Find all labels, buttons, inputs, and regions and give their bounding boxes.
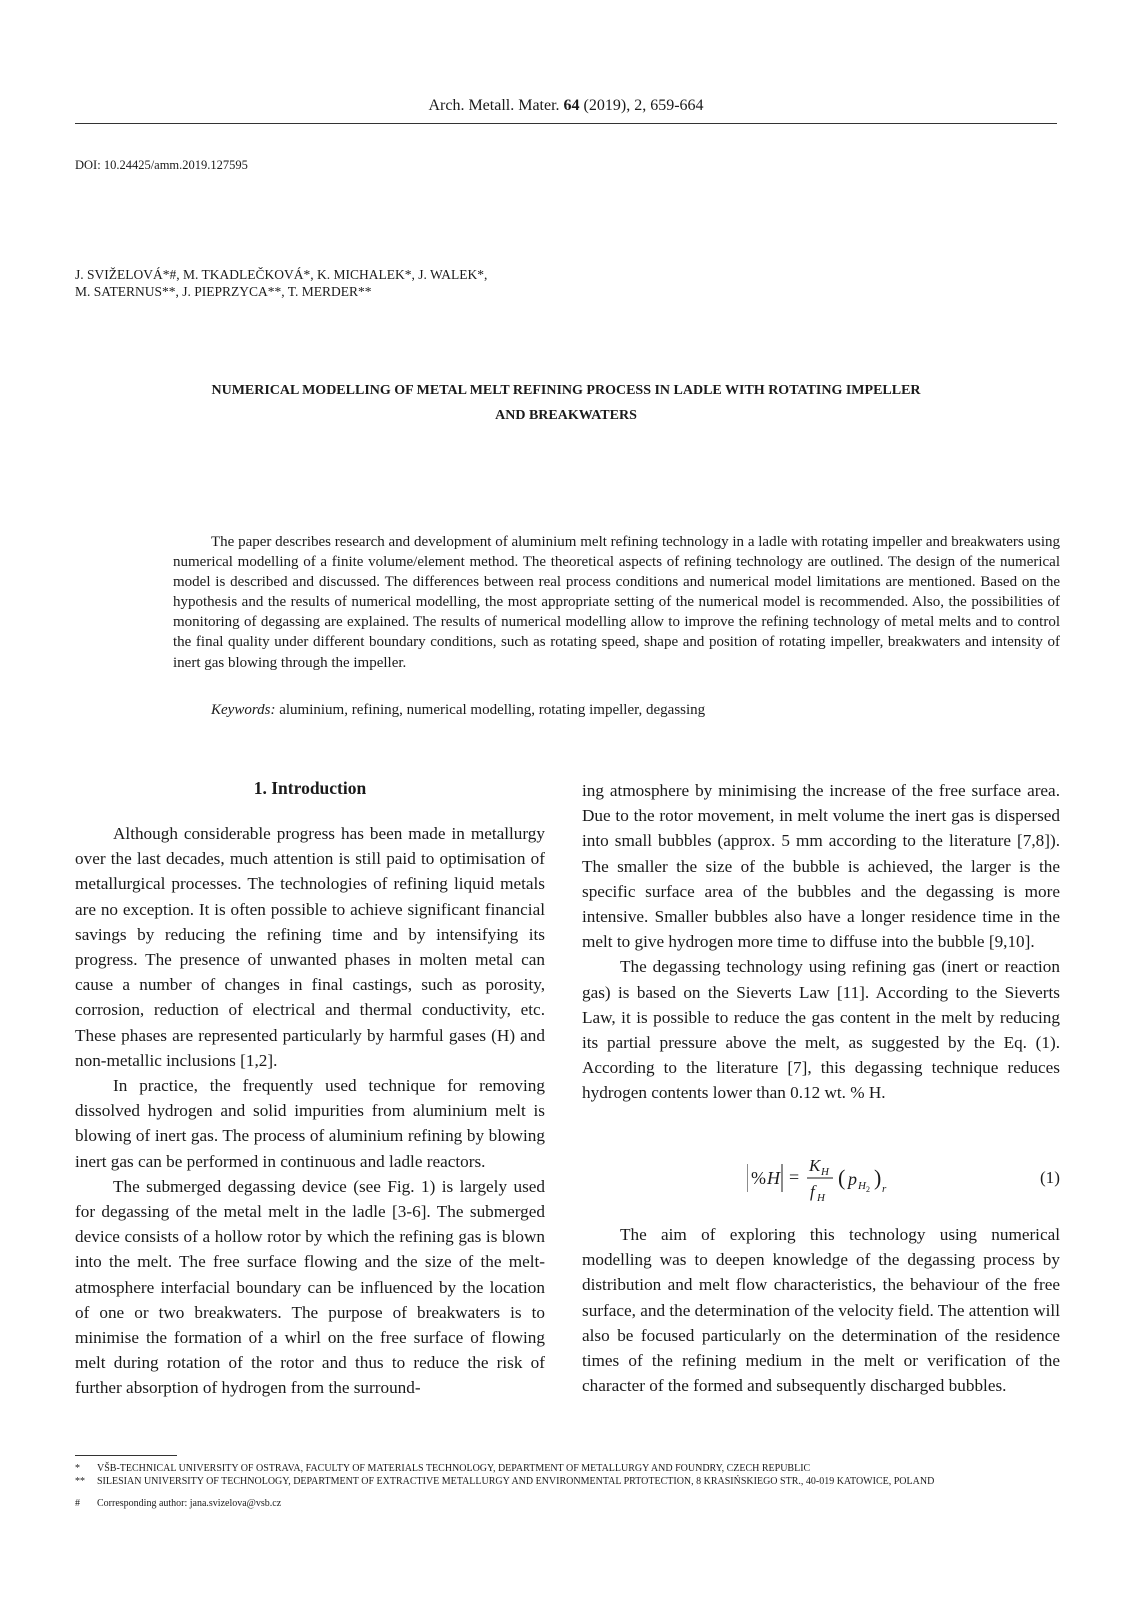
footnote-mark: *: [75, 1463, 80, 1474]
paragraph: ing atmosphere by minimising the increase of the free surface area. Due to the rotor movement, in melt volume the inert gas is dispersed into small bubbles (approx. 5 mm according to the literature [7,8]). The smaller the size of the bubble is achieved, the larger is the specific surface area of the bubbles and the degassing is more intensive. Smaller bubbles also have a longer residence time in the melt to give hydrogen more time to diffuse into the bubble [9,10].: [582, 781, 1060, 952]
journal-issue-pages: (2019), 2, 659-664: [579, 97, 704, 114]
footnote-corresponding-author[interactable]: [75, 1497, 1065, 1510]
right-column-top: [582, 778, 1060, 1106]
footnote-text: Corresponding author: jana.svizelova@vsb.cz: [97, 1498, 282, 1509]
svg-text:H: H: [821, 1166, 829, 1178]
paragraph: In practice, the frequently used technique for removing dissolved hydrogen and solid impurities from aluminium melt is blowing of inert gas. The process of aluminium refining by blowing inert gas can be performed in continuous and ladle reactors.: [75, 1076, 545, 1171]
footnote-text: SILESIAN UNIVERSITY OF TECHNOLOGY, DEPARTMENT OF EXTRACTIVE METALLURGY AND ENVIRONMENTAL PRTOTECTION, 8 KRASIŃSKIEGO STR., 40-019 KATOWICE, POLAND: [97, 1476, 935, 1487]
keywords: [173, 700, 1060, 720]
header-rule: [75, 123, 1057, 124]
footnote-affiliation-1: [75, 1462, 1065, 1475]
footnote-mark: #: [75, 1498, 80, 1509]
paragraph: The aim of exploring this technology using numerical modelling was to deepen knowledge of the degassing process by distribution and melt flow characteristics, the behaviour of the free surface, and the determination of the velocity field. The attention will also be focused particularly on the determination of the residence times of the refining medium in the melt or verification of the character of the formed and subsequently discharged bubbles.: [582, 1225, 1060, 1396]
paper-title: [120, 378, 1012, 428]
footnote-text: VŠB-TECHNICAL UNIVERSITY OF OSTRAVA, FACULTY OF MATERIALS TECHNOLOGY, DEPARTMENT OF METALLURGY AND FOUNDRY, CZECH REPUBLIC: [97, 1463, 811, 1474]
doi[interactable]: DOI: 10.24425/amm.2019.127595: [75, 158, 248, 172]
svg-text:2: 2: [866, 1185, 870, 1194]
title-line-2: AND BREAKWATERS: [495, 408, 637, 423]
journal-header: [75, 97, 1057, 115]
svg-text:H: H: [858, 1180, 866, 1192]
paragraph: The degassing technology using refining gas (inert or reaction gas) is based on the Sieverts Law [11]. According to the Sieverts Law, it is possible to reduce the gas content in the melt by reducing its partial pressure above the melt, as suggested by the Eq. (1). According to the literature [7], this degassing technique reduces hydrogen contents lower than 0.12 wt. % H.: [582, 957, 1060, 1103]
svg-text:(: (: [838, 1165, 846, 1190]
svg-text:r: r: [882, 1183, 887, 1195]
abstract: The paper describes research and development of aluminium melt refining technology in a ladle with rotating impeller and breakwaters using numerical modelling of a finite volume/element method. The theoretical aspects of refining technology are outlined. The design of the numerical model is described and discussed. The differences between real process conditions and numerical model limitations are mentioned. Based on the hypothesis and the results of numerical modelling, the most appropriate setting of the numerical model is recommended. Also, the possibilities of monitoring of degassing are explained. The results of numerical modelling allow to improve the refining technology of metal melts and to control the final quality under different boundary conditions, such as rotating speed, shape and position of rotating impeller, breakwaters and intensity of inert gas blowing through the impeller.: [173, 534, 1060, 671]
footnote-mark: **: [75, 1476, 85, 1487]
svg-text:H: H: [817, 1192, 825, 1204]
svg-text:H: H: [767, 1168, 780, 1188]
svg-text:K: K: [809, 1156, 821, 1175]
keywords-label: Keywords:: [211, 702, 276, 718]
svg-text:f: f: [810, 1182, 815, 1201]
svg-text:): ): [874, 1165, 882, 1190]
equation-number: (1): [1039, 1168, 1060, 1187]
section-heading-introduction: 1. Introduction: [253, 778, 367, 798]
svg-text:=: =: [789, 1167, 800, 1187]
title-line-1: NUMERICAL MODELLING OF METAL MELT REFINING PROCESS IN LADLE WITH ROTATING IMPELLER: [211, 383, 921, 398]
paragraph: Although considerable progress has been made in metallurgy over the last decades, much attention is still paid to optimisation of metallurgical processes. The technologies of refining liquid metals are no exception. It is often possible to achieve significant financial savings by reducing the refining time and by intensifying its progress. The presence of unwanted phases in molten metal can cause a number of changes in final castings, such as porosity, corrosion, reduction of electrical and thermal conductivity, etc. These phases are represented particularly by harmful gases (H) and non-metallic inclusions [1,2].: [75, 824, 545, 1070]
equation-1: [582, 1152, 1060, 1204]
svg-text:%: %: [751, 1168, 766, 1188]
sieverts-law-formula: [747, 1152, 907, 1204]
keywords-text: aluminium, refining, numerical modelling, rotating impeller, degassing: [275, 702, 706, 718]
journal-volume: 64: [563, 97, 580, 114]
left-column: [75, 821, 545, 1401]
author-list: [75, 266, 487, 300]
journal-name: Arch. Metall. Mater.: [428, 97, 564, 114]
right-column-bottom: [582, 1222, 1060, 1398]
author-line-2: M. SATERNUS**, J. PIEPRZYCA**, T. MERDER**: [75, 284, 372, 299]
author-line-1: J. SVIŽELOVÁ*#, M. TKADLEČKOVÁ*, K. MICHALEK*, J. WALEK*,: [75, 267, 488, 282]
footnote-rule: [75, 1455, 177, 1456]
svg-text:p: p: [848, 1169, 857, 1189]
footnote-affiliation-2: [75, 1475, 1065, 1488]
paragraph: The submerged degassing device (see Fig. 1) is largely used for degassing of the metal melt in the ladle [3-6]. The submerged device consists of a hollow rotor by which the refining gas is blown into the melt. The free surface flowing and the size of the melt-atmosphere interfacial boundary can be influenced by the location of one or two breakwaters. The purpose of breakwaters is to minimise the formation of a whirl on the free surface of flowing melt during rotation of the rotor and thus to reduce the risk of further absorption of hydrogen from the surround-: [75, 1176, 545, 1398]
